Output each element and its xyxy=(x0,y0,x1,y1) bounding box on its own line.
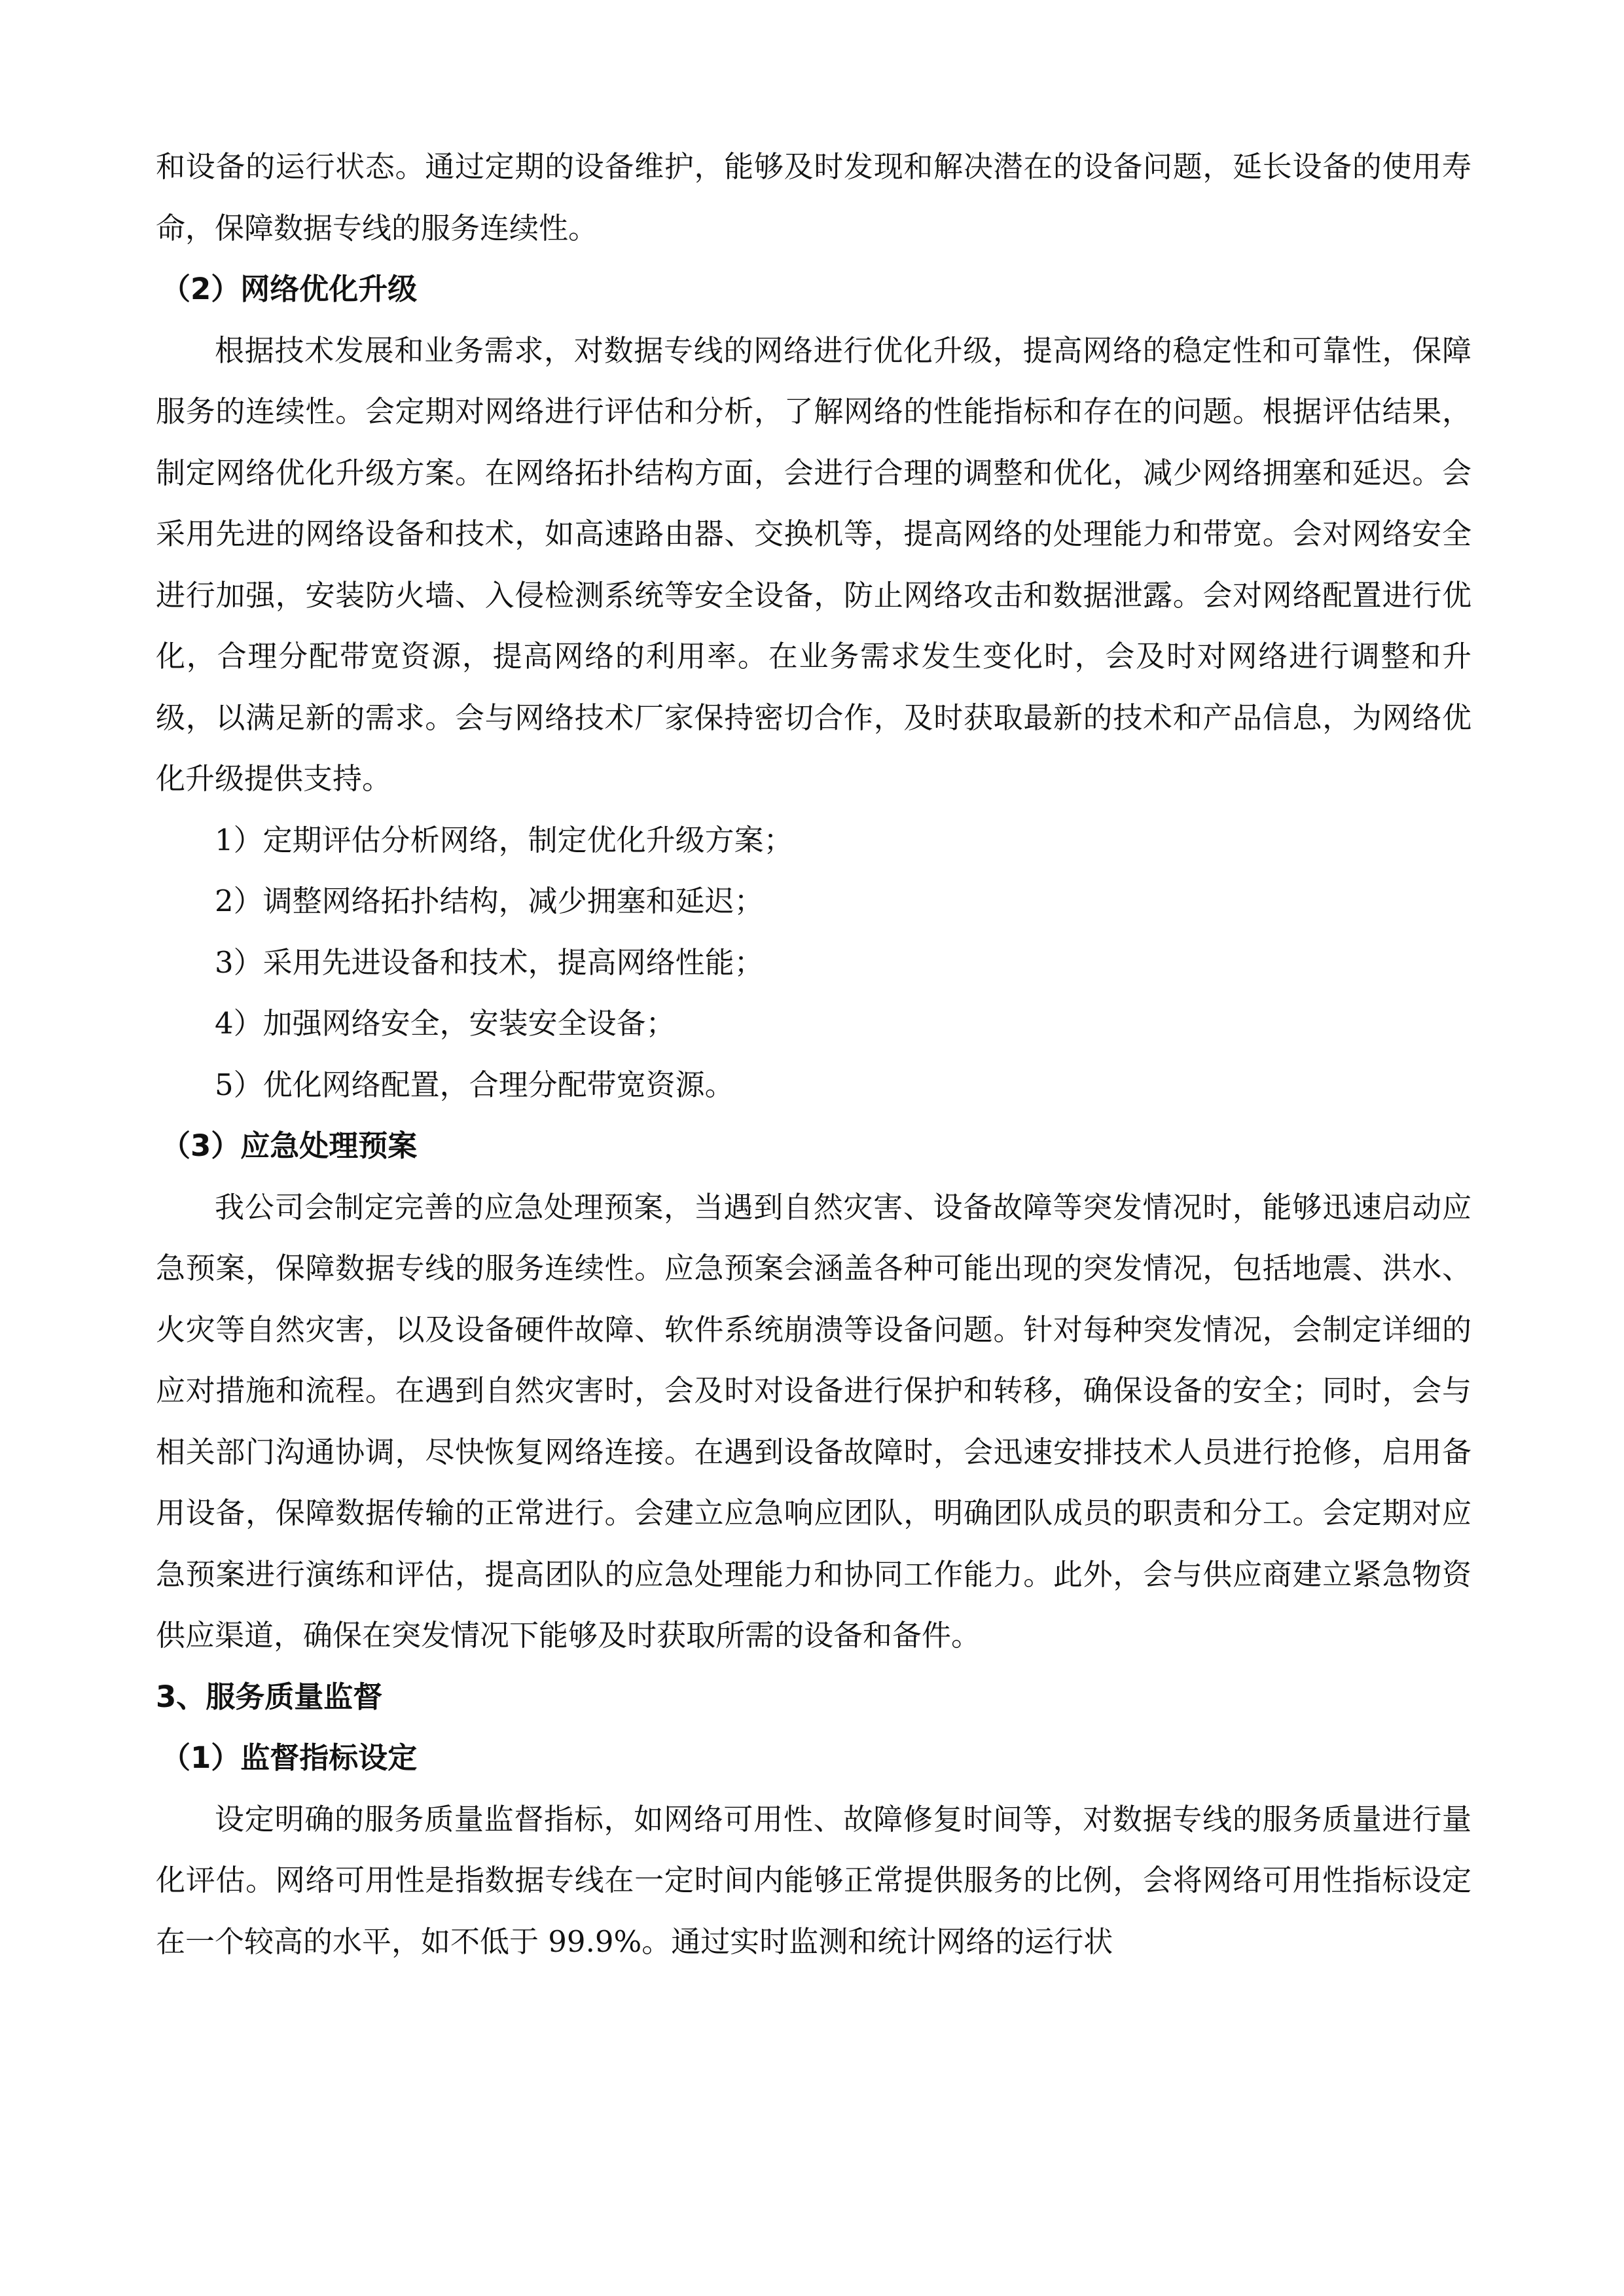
list-item: 1）定期评估分析网络，制定优化升级方案； xyxy=(215,822,793,857)
list-item: 2）调整网络拓扑结构，减少拥塞和延迟； xyxy=(215,884,764,918)
list-item: 4）加强网络安全，安装安全设备； xyxy=(215,1006,676,1041)
heading-emergency-plan: （3）应急处理预案 xyxy=(161,1128,418,1163)
paragraph-indicator-setting: 设定明确的服务质量监督指标，如网络可用性、故障修复时间等，对数据专线的服务质量进行量化评估。网络可用性是指数据专线在一定时间内能够正常提供服务的比例，会将网络可用性指标设定在一个较高的水平，如不低于 99.9%。通过实时监测和统计网络的运行状 xyxy=(156,1801,1471,1959)
paragraph-network-optimization: 根据技术发展和业务需求，对数据专线的网络进行优化升级，提高网络的稳定性和可靠性，保障服务的连续性。会定期对网络进行评估和分析，了解网络的性能指标和存在的问题。根据评估结果，制定网络优化升级方案。在网络拓扑结构方面，会进行合理的调整和优化，减少网络拥塞和延迟。会采用先进的网络设备和技术，如高速路由器、交换机等，提高网络的处理能力和带宽。会对网络安全进行加强，安装防火墙、入侵检测系统等安全设备，防止网络攻击和数据泄露。会对网络配置进行优化，合理分配带宽资源，提高网络的利用率。在业务需求发生变化时，会及时对网络进行调整和升级，以满足新的需求。会与网络技术厂家保持密切合作，及时获取最新的技术和产品信息，为网络优化升级提供支持。 xyxy=(156,332,1471,796)
paragraph-device-status: 和设备的运行状态。通过定期的设备维护，能够及时发现和解决潜在的设备问题，延长设备的使用寿命，保障数据专线的服务连续性。 xyxy=(156,149,1471,245)
paragraph-emergency-plan: 我公司会制定完善的应急处理预案，当遇到自然灾害、设备故障等突发情况时，能够迅速启动应急预案，保障数据专线的服务连续性。应急预案会涵盖各种可能出现的突发情况，包括地震、洪水、火灾等自然灾害，以及设备硬件故障、软件系统崩溃等设备问题。针对每种突发情况，会制定详细的应对措施和流程。在遇到自然灾害时，会及时对设备进行保护和转移，确保设备的安全；同时，会与相关部门沟通协调，尽快恢复网络连接。在遇到设备故障时，会迅速安排技术人员进行抢修，启用备用设备，保障数据传输的正常进行。会建立应急响应团队，明确团队成员的职责和分工。会定期对应急预案进行演练和评估，提高团队的应急处理能力和协同工作能力。此外，会与供应商建立紧急物资供应渠道，确保在突发情况下能够及时获取所需的设备和备件。 xyxy=(156,1189,1471,1653)
heading-indicator-setting: （1）监督指标设定 xyxy=(161,1740,418,1775)
document-body xyxy=(156,136,1471,1972)
list-item: 5）优化网络配置，合理分配带宽资源。 xyxy=(215,1067,734,1102)
list-item: 3）采用先进设备和技术，提高网络性能； xyxy=(215,944,764,980)
heading-network-optimization: （2）网络优化升级 xyxy=(161,272,418,306)
heading-service-quality: 3、服务质量监督 xyxy=(156,1679,383,1714)
